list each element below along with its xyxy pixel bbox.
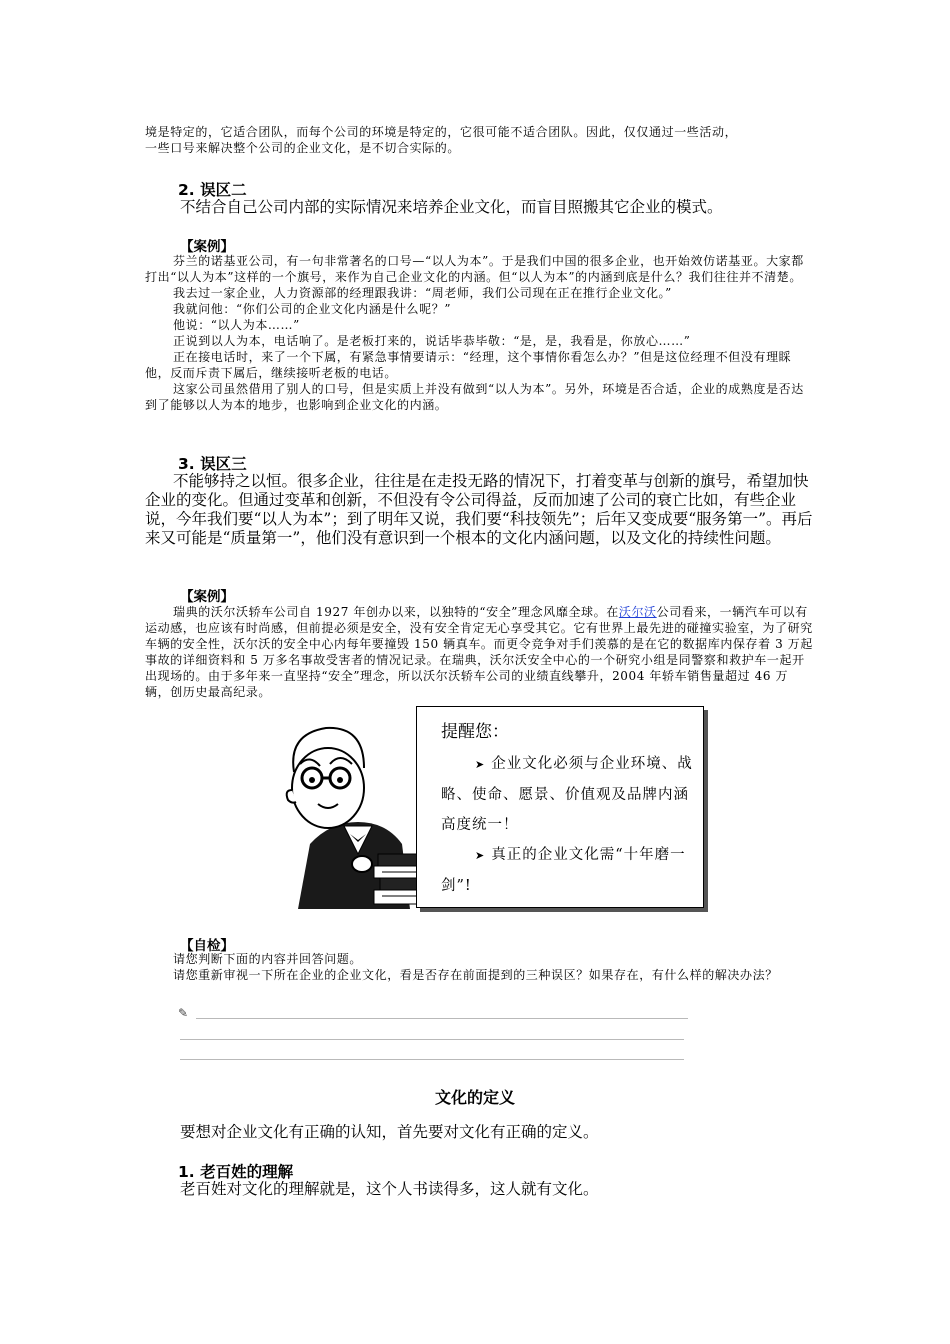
case-1-paragraph: 我去过一家企业，人力资源部的经理跟我讲：“周老师，我们公司现在正在推行企业文化。” (173, 286, 672, 300)
definition-sub-text: 老百姓对文化的理解就是，这个人书读得多，这人就有文化。 (180, 1180, 599, 1198)
case-2-body (145, 604, 813, 700)
reminder-point-1: ➤ 企业文化必须与企业环境、战略、使命、愿景、价值观及品牌内涵高度统一！ (441, 756, 693, 833)
professor-cartoon-illustration (270, 704, 440, 914)
misconception-3-text: 不能够持之以恒。很多企业，往往是在走投无路的情况下，打着变革与创新的旗号，希望加快企业的变化。但通过变革和创新，不但没有令公司得益，反而加速了公司的衰亡比如，有些企业说，今年我们要“以人为本”；到了明年又说，我们要“科技领先”；后年又变成要“服务第一”。再后来又可能是“质量第一”，他们没有意识到一个根本的文化内涵问题，以及文化的持续性问题。 (145, 472, 813, 547)
answer-line[interactable] (196, 1018, 688, 1019)
self-check-line: 请您重新审视一下所在企业的企业文化，看是否存在前面提到的三种误区？如果存在，有什么样的解决办法？ (173, 968, 778, 982)
intro-line-1: 境是特定的，它适合团队，而每个公司的环境是特定的，它很可能不适合团队。因此，仅仅通过一些活动， (145, 125, 738, 139)
volvo-link[interactable]: 沃尔沃 (618, 605, 657, 619)
case-2-text-cont: 公司看来，一辆汽车可以有运动感，也应该有时尚感，但前提必须是安全，没有安全肯定无心享受其它。它有世界上最先进的碰撞实验室，为了研究车辆的安全性，沃尔沃的安全中心内每年要撞毁 150 辆真车。而更令竞争对手们羡慕的是在它的数据库内保存着 3 万起事故的详细资料和 5 万多名事故受害者的情况记录。在瑞典，沃尔沃安全中心的一个研究小组是同警察和救护车一起开出现场的。由于多年来一直坚持“安全”理念，所以沃尔沃轿车公司的业绩直线攀升，2004 年轿车销售量超过 46 万辆，创历史最高纪录。 (145, 605, 814, 699)
answer-line[interactable] (180, 1059, 684, 1060)
self-check-label: 【自检】 (180, 938, 234, 954)
case-2-text: 瑞典的沃尔沃轿车公司自 1927 年创办以来，以独特的“安全”理念风靡全球。在 (173, 605, 619, 619)
reminder-figure (270, 704, 710, 914)
reminder-title: 提醒您： (441, 722, 509, 742)
reminder-point-2: ➤ 真正的企业文化需“十年磨一剑”! (441, 847, 686, 894)
section-title: 文化的定义 (434, 1088, 515, 1107)
arrow-bullet-icon: ➤ (475, 849, 486, 862)
case-1-paragraph: 我就问他：“你们公司的企业文化内涵是什么呢？” (173, 302, 452, 316)
reminder-callout (416, 706, 704, 908)
definition-intro: 要想对企业文化有正确的认知，首先要对文化有正确的定义。 (180, 1123, 599, 1141)
case-1-paragraph: 正在接电话时，来了一个下属，有紧急事情要请示：“经理，这个事情你看怎么办？”但是这位经理不但没有理睬他，反而斥责下属后，继续接听老板的电话。 (145, 350, 792, 380)
case-1-paragraph: 芬兰的诺基亚公司，有一句非常著名的口号—“以人为本”。于是我们中国的很多企业，也开始效仿诺基亚。大家都打出“以人为本”这样的一个旗号，来作为自己企业文化的内涵。但“以人为本”的内涵到底是什么？我们往往并不清楚。 (145, 254, 804, 284)
self-check-body (145, 951, 813, 983)
misconception-3-heading: 3. 误区三 (178, 455, 247, 473)
case-label-2: 【案例】 (180, 589, 234, 605)
case-label-1: 【案例】 (180, 239, 234, 255)
self-check-line: 请您判断下面的内容并回答问题。 (173, 952, 363, 966)
arrow-bullet-icon: ➤ (475, 758, 486, 771)
case-1-paragraph: 正说到以人为本，电话响了。是老板打来的，说话毕恭毕敬：“是，是，我看是，你放心……” (173, 334, 691, 348)
reminder-body (441, 749, 699, 901)
case-1-paragraph: 他说：“以人为本……” (173, 318, 300, 332)
definition-sub-heading: 1. 老百姓的理解 (178, 1163, 294, 1181)
pen-icon: ✎ (178, 1006, 189, 1020)
case-1-paragraph: 这家公司虽然借用了别人的口号，但是实质上并没有做到“以人为本”。另外，环境是否合适，企业的成熟度是否达到了能够以人为本的地步，也影响到企业文化的内涵。 (145, 382, 804, 412)
intro-paragraph (145, 124, 813, 156)
misconception-2-heading: 2. 误区二 (178, 181, 247, 199)
misconception-2-text: 不结合自己公司内部的实际情况来培养企业文化，而盲目照搬其它企业的模式。 (180, 198, 723, 216)
answer-line[interactable] (180, 1039, 684, 1040)
intro-line-2: 一些口号来解决整个公司的企业文化，是不切合实际的。 (145, 141, 461, 155)
case-1-body (145, 253, 813, 413)
